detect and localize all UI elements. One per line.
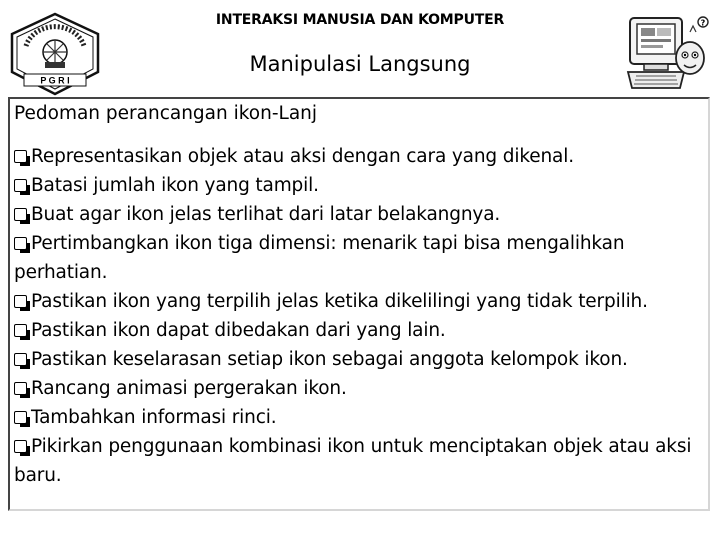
list-item-text: Pastikan keselarasan setiap ikon sebagai anggota kelompok ikon.	[31, 349, 628, 370]
checkbox-square-bullet-icon	[14, 345, 29, 374]
slide-header	[0, 0, 720, 96]
list-item	[14, 142, 704, 171]
checkbox-square-bullet-icon	[14, 432, 29, 461]
checkbox-square-bullet-icon	[14, 403, 29, 432]
checkbox-square-bullet-icon	[14, 142, 29, 171]
guideline-list	[14, 142, 704, 490]
slide-subtitle: Pedoman perancangan ikon-Lanj	[14, 103, 318, 124]
checkbox-square-bullet-icon	[14, 171, 29, 200]
list-item-text: Tambahkan informasi rinci.	[31, 407, 277, 428]
list-item-text: Batasi jumlah ikon yang tampil.	[31, 175, 319, 196]
list-item	[14, 229, 704, 287]
list-item-text: Pastikan ikon dapat dibedakan dari yang lain.	[31, 320, 446, 341]
list-item	[14, 200, 704, 229]
checkbox-square-bullet-icon	[14, 287, 29, 316]
checkbox-square-bullet-icon	[14, 200, 29, 229]
course-title: INTERAKSI MANUSIA DAN KOMPUTER	[215, 12, 505, 28]
list-item	[14, 171, 704, 200]
list-item	[14, 287, 704, 316]
svg-text:?: ?	[700, 18, 706, 28]
content-box	[8, 97, 710, 511]
logo-text: P G R I	[40, 75, 70, 86]
list-item-text: Pastikan ikon yang terpilih jelas ketika dikelilingi yang tidak terpilih.	[31, 291, 648, 312]
slide-title: Manipulasi Langsung	[249, 52, 471, 76]
list-item-text: Rancang animasi pergerakan ikon.	[31, 378, 347, 399]
list-item-text: Buat agar ikon jelas terlihat dari latar belakangnya.	[31, 204, 501, 225]
checkbox-square-bullet-icon	[14, 316, 29, 345]
list-item	[14, 403, 704, 432]
list-item-text: Pikirkan penggunaan kombinasi ikon untuk menciptakan objek atau aksi baru.	[14, 436, 692, 486]
list-item	[14, 374, 704, 403]
list-item	[14, 345, 704, 374]
list-item	[14, 432, 704, 490]
computer-cartoon-clipart-icon	[620, 10, 710, 94]
checkbox-square-bullet-icon	[14, 229, 29, 258]
checkbox-square-bullet-icon	[14, 374, 29, 403]
list-item	[14, 316, 704, 345]
list-item-text: Representasikan objek atau aksi dengan cara yang dikenal.	[31, 146, 574, 167]
list-item-text: Pertimbangkan ikon tiga dimensi: menarik tapi bisa mengalihkan perhatian.	[14, 233, 625, 283]
